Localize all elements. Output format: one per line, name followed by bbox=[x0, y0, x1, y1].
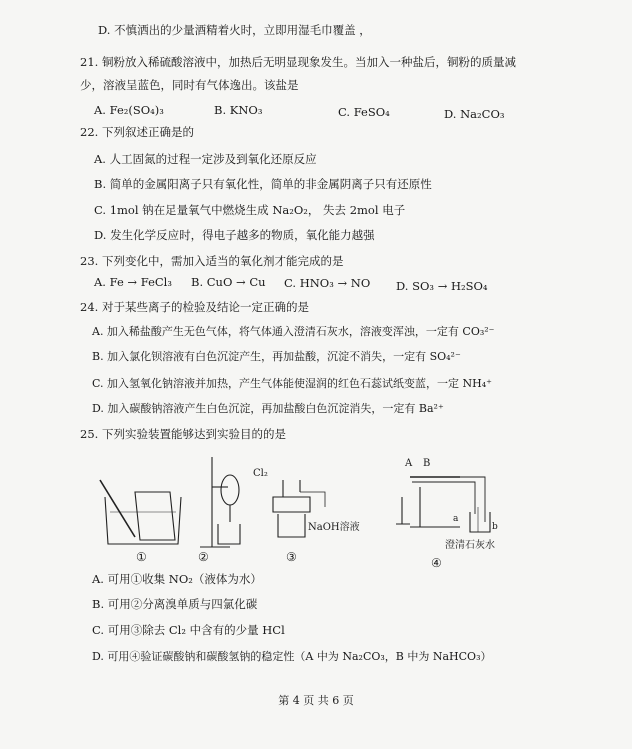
q22-option-d: D. 发生化学反应时，得电子越多的物质，氧化能力越强 bbox=[94, 228, 375, 242]
q21-option-a: A. Fe₂(SO₄)₃ bbox=[94, 103, 164, 117]
q22-option-c: C. 1mol 钠在足量氧气中燃烧生成 Na₂O₂， 失去 2mol 电子 bbox=[94, 203, 406, 217]
q25-stem: 25. 下列实验装置能够达到实验目的的是 bbox=[80, 427, 286, 441]
burner bbox=[396, 497, 410, 524]
q25-option-c: C. 可用③除去 Cl₂ 中含有的少量 HCl bbox=[92, 623, 285, 637]
lime-beaker-1 bbox=[470, 512, 490, 532]
line-d20: D. 不慎洒出的少量酒精着火时，立即用湿毛巾覆盖 ， bbox=[98, 23, 371, 37]
page-footer: 第 4 页 共 6 页 bbox=[278, 694, 354, 707]
gas-jar bbox=[135, 492, 175, 540]
q21-option-d: D. Na₂CO₃ bbox=[444, 107, 505, 121]
q21-stem-1: 21. 铜粉放入稀硫酸溶液中，加热后无明显现象发生。当加入一种盐后，铜粉的质量减 bbox=[80, 55, 516, 69]
figure-label-3: ③ bbox=[286, 550, 297, 564]
q24-stem: 24. 对于某些离子的检验及结论一定正确的是 bbox=[80, 300, 309, 314]
q22-option-b: B. 简单的金属阳离子只有氧化性，简单的非金属阴离子只有还原性 bbox=[94, 177, 432, 191]
q21-option-c: C. FeSO₄ bbox=[338, 105, 390, 119]
q24-option-c: C. 加入氢氧化钠溶液并加热，产生气体能使湿润的红色石蕊试纸变蓝，一定 NH₄⁺ bbox=[92, 377, 492, 390]
beaker-b-label: b bbox=[492, 522, 498, 532]
q25-option-a: A. 可用①收集 NO₂（液体为水） bbox=[92, 572, 262, 586]
q24-option-b: B. 加入氯化钡溶液有白色沉淀产生，再加盐酸，沉淀不消失，一定有 SO₄²⁻ bbox=[92, 350, 461, 363]
q23-stem: 23. 下列变化中，需加入适当的氧化剂才能完成的是 bbox=[80, 254, 344, 268]
q23-option-a: A. Fe → FeCl₃ bbox=[94, 275, 172, 289]
tube-a-label: A bbox=[405, 458, 413, 469]
figure-label-1: ① bbox=[136, 550, 147, 564]
naoh-label: NaOH溶液 bbox=[308, 522, 360, 533]
q25-option-b: B. 可用②分离溴单质与四氯化碳 bbox=[92, 597, 258, 611]
beaker-a-label: a bbox=[453, 514, 459, 524]
wash-bottle-top bbox=[273, 497, 310, 512]
wash-bottle bbox=[278, 514, 305, 537]
figure-label-2: ② bbox=[198, 550, 209, 564]
q23-option-c: C. HNO₃ → NO bbox=[284, 276, 371, 290]
q24-option-a: A. 加入稀盐酸产生无色气体，将气体通入澄清石灰水，溶液变浑浊，一定有 CO₃²⁻ bbox=[92, 325, 495, 338]
tube-b-label: B bbox=[423, 458, 431, 469]
q22-option-a: A. 人工固氮的过程一定涉及到氧化还原反应 bbox=[94, 152, 317, 166]
q21-stem-2: 少，溶液呈蓝色，同时有气体逸出。该盐是 bbox=[80, 78, 299, 92]
apparatus-figure bbox=[90, 452, 510, 572]
lime-water-label: 澄清石灰水 bbox=[445, 540, 495, 551]
q21-option-b: B. KNO₃ bbox=[214, 103, 263, 117]
stand bbox=[200, 457, 230, 547]
trough-outline bbox=[105, 497, 181, 544]
q24-option-d: D. 加入碳酸钠溶液产生白色沉淀，再加盐酸白色沉淀消失，一定有 Ba²⁺ bbox=[92, 402, 444, 415]
figure-label-4: ④ bbox=[431, 556, 442, 570]
beaker bbox=[218, 524, 240, 544]
q23-option-b: B. CuO → Cu bbox=[191, 275, 266, 289]
q25-option-d: D. 可用④验证碳酸钠和碳酸氢钠的稳定性（A 中为 Na₂CO₃，B 中为 NaHCO₃） bbox=[92, 650, 492, 663]
q23-option-d: D. SO₃ → H₂SO₄ bbox=[396, 279, 488, 293]
q22-stem: 22. 下列叙述正确是的 bbox=[80, 125, 194, 139]
cl2-label: Cl₂ bbox=[253, 468, 268, 479]
separating-funnel bbox=[221, 475, 239, 505]
apparatus-drawing bbox=[90, 452, 510, 572]
